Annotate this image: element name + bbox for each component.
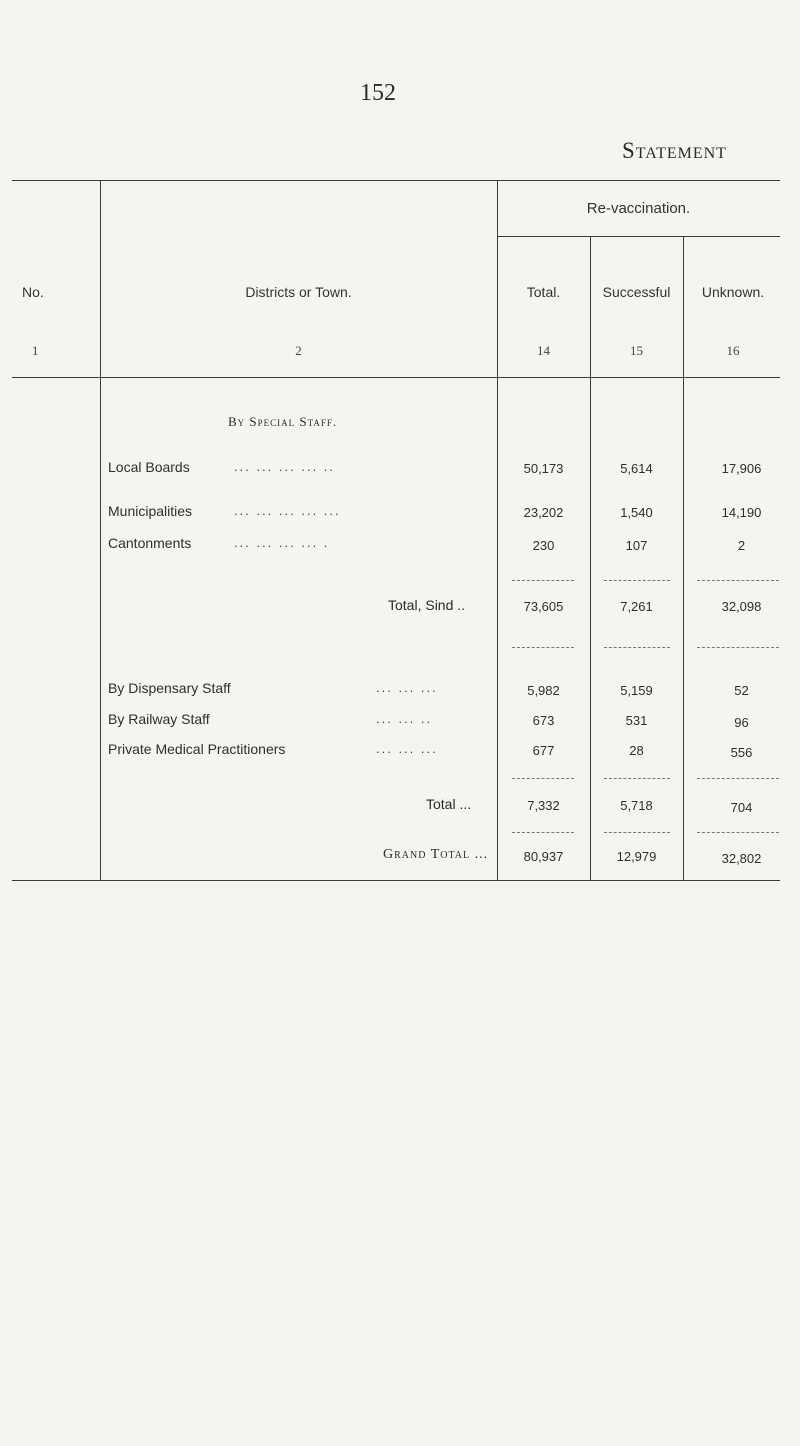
successful-cell: 5,718 [620,798,653,813]
col-total-header: Total. [526,284,561,300]
row-label: Cantonments [108,535,192,551]
unknown-cell: 32,098 [721,599,762,614]
col-divider-3 [590,236,591,880]
row-label: By Railway Staff [108,711,210,727]
sind-total-rule-total [512,647,574,648]
total-cell: 7,332 [527,798,560,813]
successful-cell: 7,261 [620,599,653,614]
unknown-cell: 96 [734,715,749,730]
revaccination-group-label: Re-vaccination. [586,200,691,217]
successful-cell: 28 [629,743,644,758]
unknown-cell: 17,906 [721,461,762,476]
row-label: Municipalities [108,503,193,519]
leader-dots: ... ... ... [376,741,438,756]
total-label: Total ... [426,796,472,812]
subtotal-rule-total [512,580,574,581]
sind-total-rule-successful [604,647,670,648]
successful-cell: 5,159 [620,683,653,698]
sind-total-label: Total, Sind .. [388,597,466,613]
leader-dots: ... ... .. [376,711,433,726]
grand-rule-unknown [697,832,779,833]
grand-rule-successful [604,832,670,833]
grand-total-label: Grand Total ... [383,847,489,862]
leader-dots: ... ... ... ... .. [234,459,336,474]
total-cell: 80,937 [523,849,564,864]
col-divider-4 [683,236,684,880]
row-label: Private Medical Practitioners [108,741,286,757]
subtotal-rule-unknown-2 [697,778,779,779]
page-number: 152 [360,80,396,106]
total-cell: 673 [532,713,555,728]
col-district-number: 2 [295,343,302,358]
group-under-rule [497,236,780,237]
subtotal-rule-unknown [697,580,779,581]
unknown-cell: 2 [737,538,746,553]
successful-cell: 1,540 [620,505,653,520]
total-cell: 23,202 [523,505,564,520]
successful-cell: 107 [625,538,648,553]
successful-cell: 531 [625,713,648,728]
successful-cell: 12,979 [616,849,657,864]
col-total-number: 14 [537,343,550,358]
col-no-header: No. [22,284,44,300]
row-label: By Dispensary Staff [108,680,231,696]
header-bottom-rule [12,377,780,378]
unknown-cell: 14,190 [721,505,762,520]
leader-dots: ... ... ... [376,680,438,695]
unknown-cell: 556 [730,745,753,760]
col-no-number: 1 [32,343,39,358]
subtotal-rule-successful [604,580,670,581]
total-cell: 230 [532,538,555,553]
col-unknown-header: Unknown. [701,284,765,300]
total-cell: 73,605 [523,599,564,614]
successful-cell: 5,614 [620,461,653,476]
subtotal-rule-total-2 [512,778,574,779]
col-successful-header: Successful [602,284,671,300]
row-label: Local Boards [108,459,190,475]
col-district-header: Districts or Town. [245,284,352,300]
unknown-cell: 52 [734,683,749,698]
leader-dots: ... ... ... ... ... [234,503,341,518]
table-bottom-rule [12,880,780,881]
table-top-rule [12,180,780,181]
unknown-cell: 32,802 [721,851,762,866]
col-unknown-number: 16 [726,343,740,358]
page-title: Statement [622,138,727,163]
special-staff-heading: By Special Staff. [228,414,338,429]
total-cell: 5,982 [527,683,560,698]
col-successful-number: 15 [630,343,643,358]
subtotal-rule-successful-2 [604,778,670,779]
unknown-cell: 704 [730,800,753,815]
total-cell: 677 [532,743,555,758]
sind-total-rule-unknown [697,647,779,648]
grand-rule-total [512,832,574,833]
leader-dots: ... ... ... ... . [234,535,330,550]
total-cell: 50,173 [523,461,564,476]
